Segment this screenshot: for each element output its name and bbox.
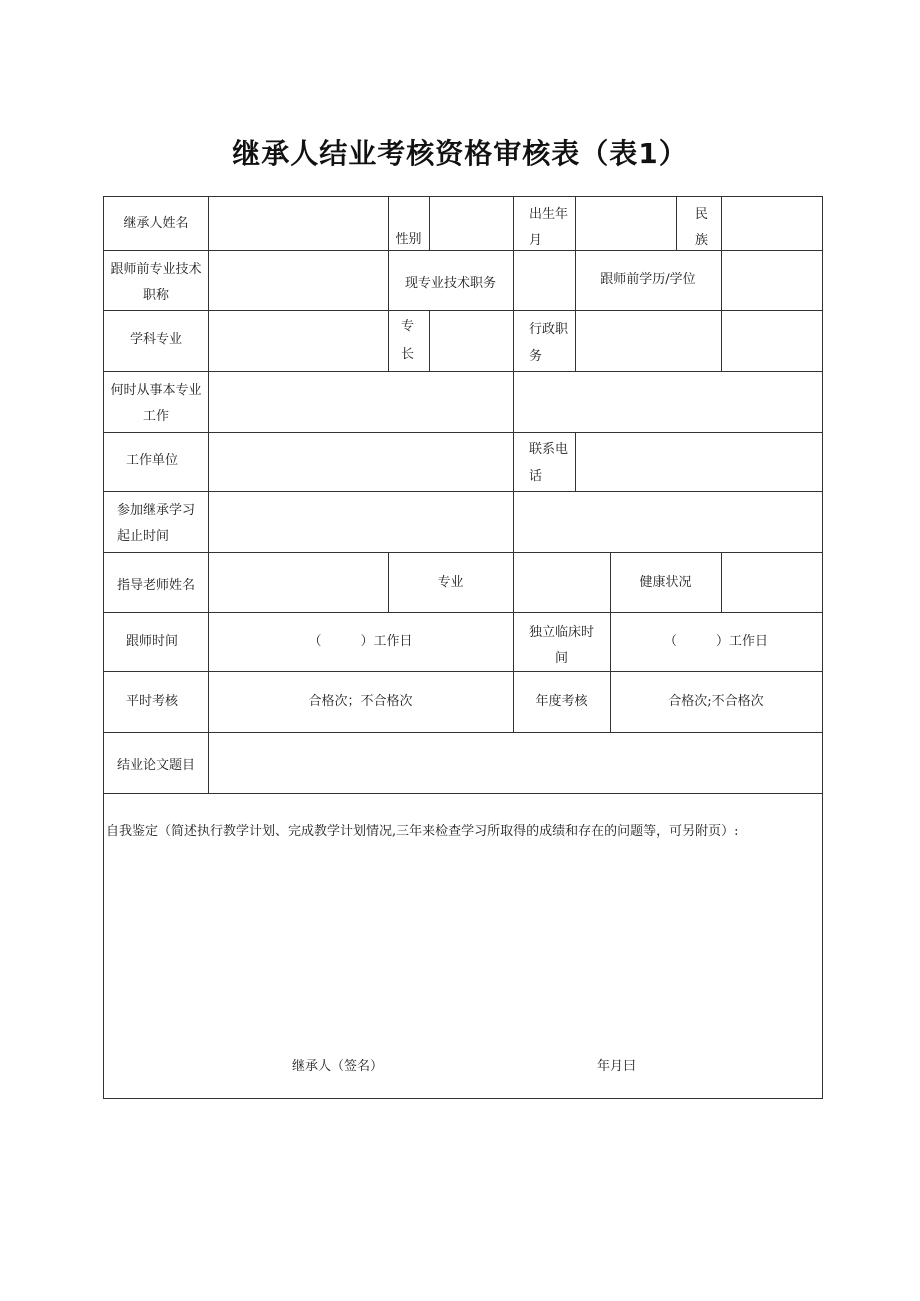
label-regular-assessment: 平时考核 <box>125 694 178 709</box>
label-gender: 性别 <box>395 232 422 247</box>
label-birth-line1: 出生年 <box>529 207 569 222</box>
label-admin-line1: 行政职 <box>529 322 569 337</box>
label-ethnic-line1: 民 <box>695 207 709 222</box>
row-divider <box>104 612 822 613</box>
col-divider <box>513 432 514 491</box>
row-divider <box>104 310 822 311</box>
col-divider <box>721 310 722 371</box>
row-divider <box>104 432 822 433</box>
label-discipline: 学科专业 <box>129 332 182 347</box>
label-thesis-title: 结业论文题目 <box>116 758 195 773</box>
col-divider <box>429 310 430 371</box>
col-divider <box>676 197 677 250</box>
label-mentor-time: 跟师时间 <box>125 634 178 649</box>
label-mentor: 指导老师姓名 <box>116 578 195 593</box>
label-clinical-line1: 独立临床时 <box>528 625 594 640</box>
col-divider <box>513 250 514 310</box>
col-divider <box>513 552 514 612</box>
clinical-time-value: （ ）工作日 <box>663 634 768 649</box>
label-phone-line2: 话 <box>529 469 543 484</box>
row-divider <box>104 250 822 251</box>
label-birth-line2: 月 <box>529 233 543 248</box>
col-divider <box>513 371 514 432</box>
label-clinical-line2: 间 <box>554 651 568 666</box>
label-specialty-line2: 长 <box>401 347 415 362</box>
row-divider <box>104 552 822 553</box>
label-prior-title-line1: 跟师前专业技术 <box>110 262 202 277</box>
form-title: 继承人结业考核资格审核表（表1） <box>232 137 688 170</box>
col-divider <box>575 432 576 491</box>
label-major: 专业 <box>437 575 464 590</box>
signature-label: 继承人（签名） <box>292 1059 384 1074</box>
label-current-title: 现专业技术职务 <box>404 276 496 291</box>
col-divider <box>721 197 722 250</box>
col-divider <box>513 310 514 371</box>
label-employer: 工作单位 <box>125 453 178 468</box>
qualification-review-form <box>103 196 823 1099</box>
col-divider <box>721 552 722 612</box>
label-work-since-line2: 工作 <box>142 409 169 424</box>
col-divider <box>575 197 576 250</box>
regular-assessment-value: 合格次；不合格次 <box>308 694 413 709</box>
row-divider <box>104 732 822 733</box>
label-health: 健康状况 <box>639 575 692 590</box>
col-divider <box>388 310 389 371</box>
label-work-since-line1: 何时从事本专业 <box>110 383 202 398</box>
col-divider <box>513 491 514 552</box>
row-divider <box>104 371 822 372</box>
label-prior-title-line2: 职称 <box>142 288 169 303</box>
annual-assessment-value: 合格次;不合格次 <box>668 694 764 709</box>
label-phone-line1: 联系电 <box>529 442 569 457</box>
label-specialty-line1: 专 <box>401 319 415 334</box>
row-divider <box>104 491 822 492</box>
label-admin-line2: 务 <box>529 349 543 364</box>
mentor-time-value: （ ）工作日 <box>308 634 413 649</box>
label-annual-assessment: 年度考核 <box>535 694 588 709</box>
col-divider <box>721 250 722 310</box>
label-study-period-line1: 参加继承学习 <box>116 503 195 518</box>
col-divider <box>575 310 576 371</box>
label-prior-education: 跟师前学历/学位 <box>600 272 696 287</box>
col-divider <box>513 197 514 250</box>
label-ethnic-line2: 族 <box>695 233 709 248</box>
row-divider <box>104 671 822 672</box>
col-divider <box>429 197 430 250</box>
row-divider <box>104 793 822 794</box>
label-study-period-line2: 起止时间 <box>117 529 170 544</box>
label-name: 继承人姓名 <box>123 216 189 231</box>
date-label: 年月曰 <box>597 1059 637 1074</box>
self-evaluation-prompt: 自我鉴定（简述执行教学计划、完成教学计划情况,三年来检查学习所取得的成绩和存在的问题等，可另附页）: <box>106 824 739 839</box>
